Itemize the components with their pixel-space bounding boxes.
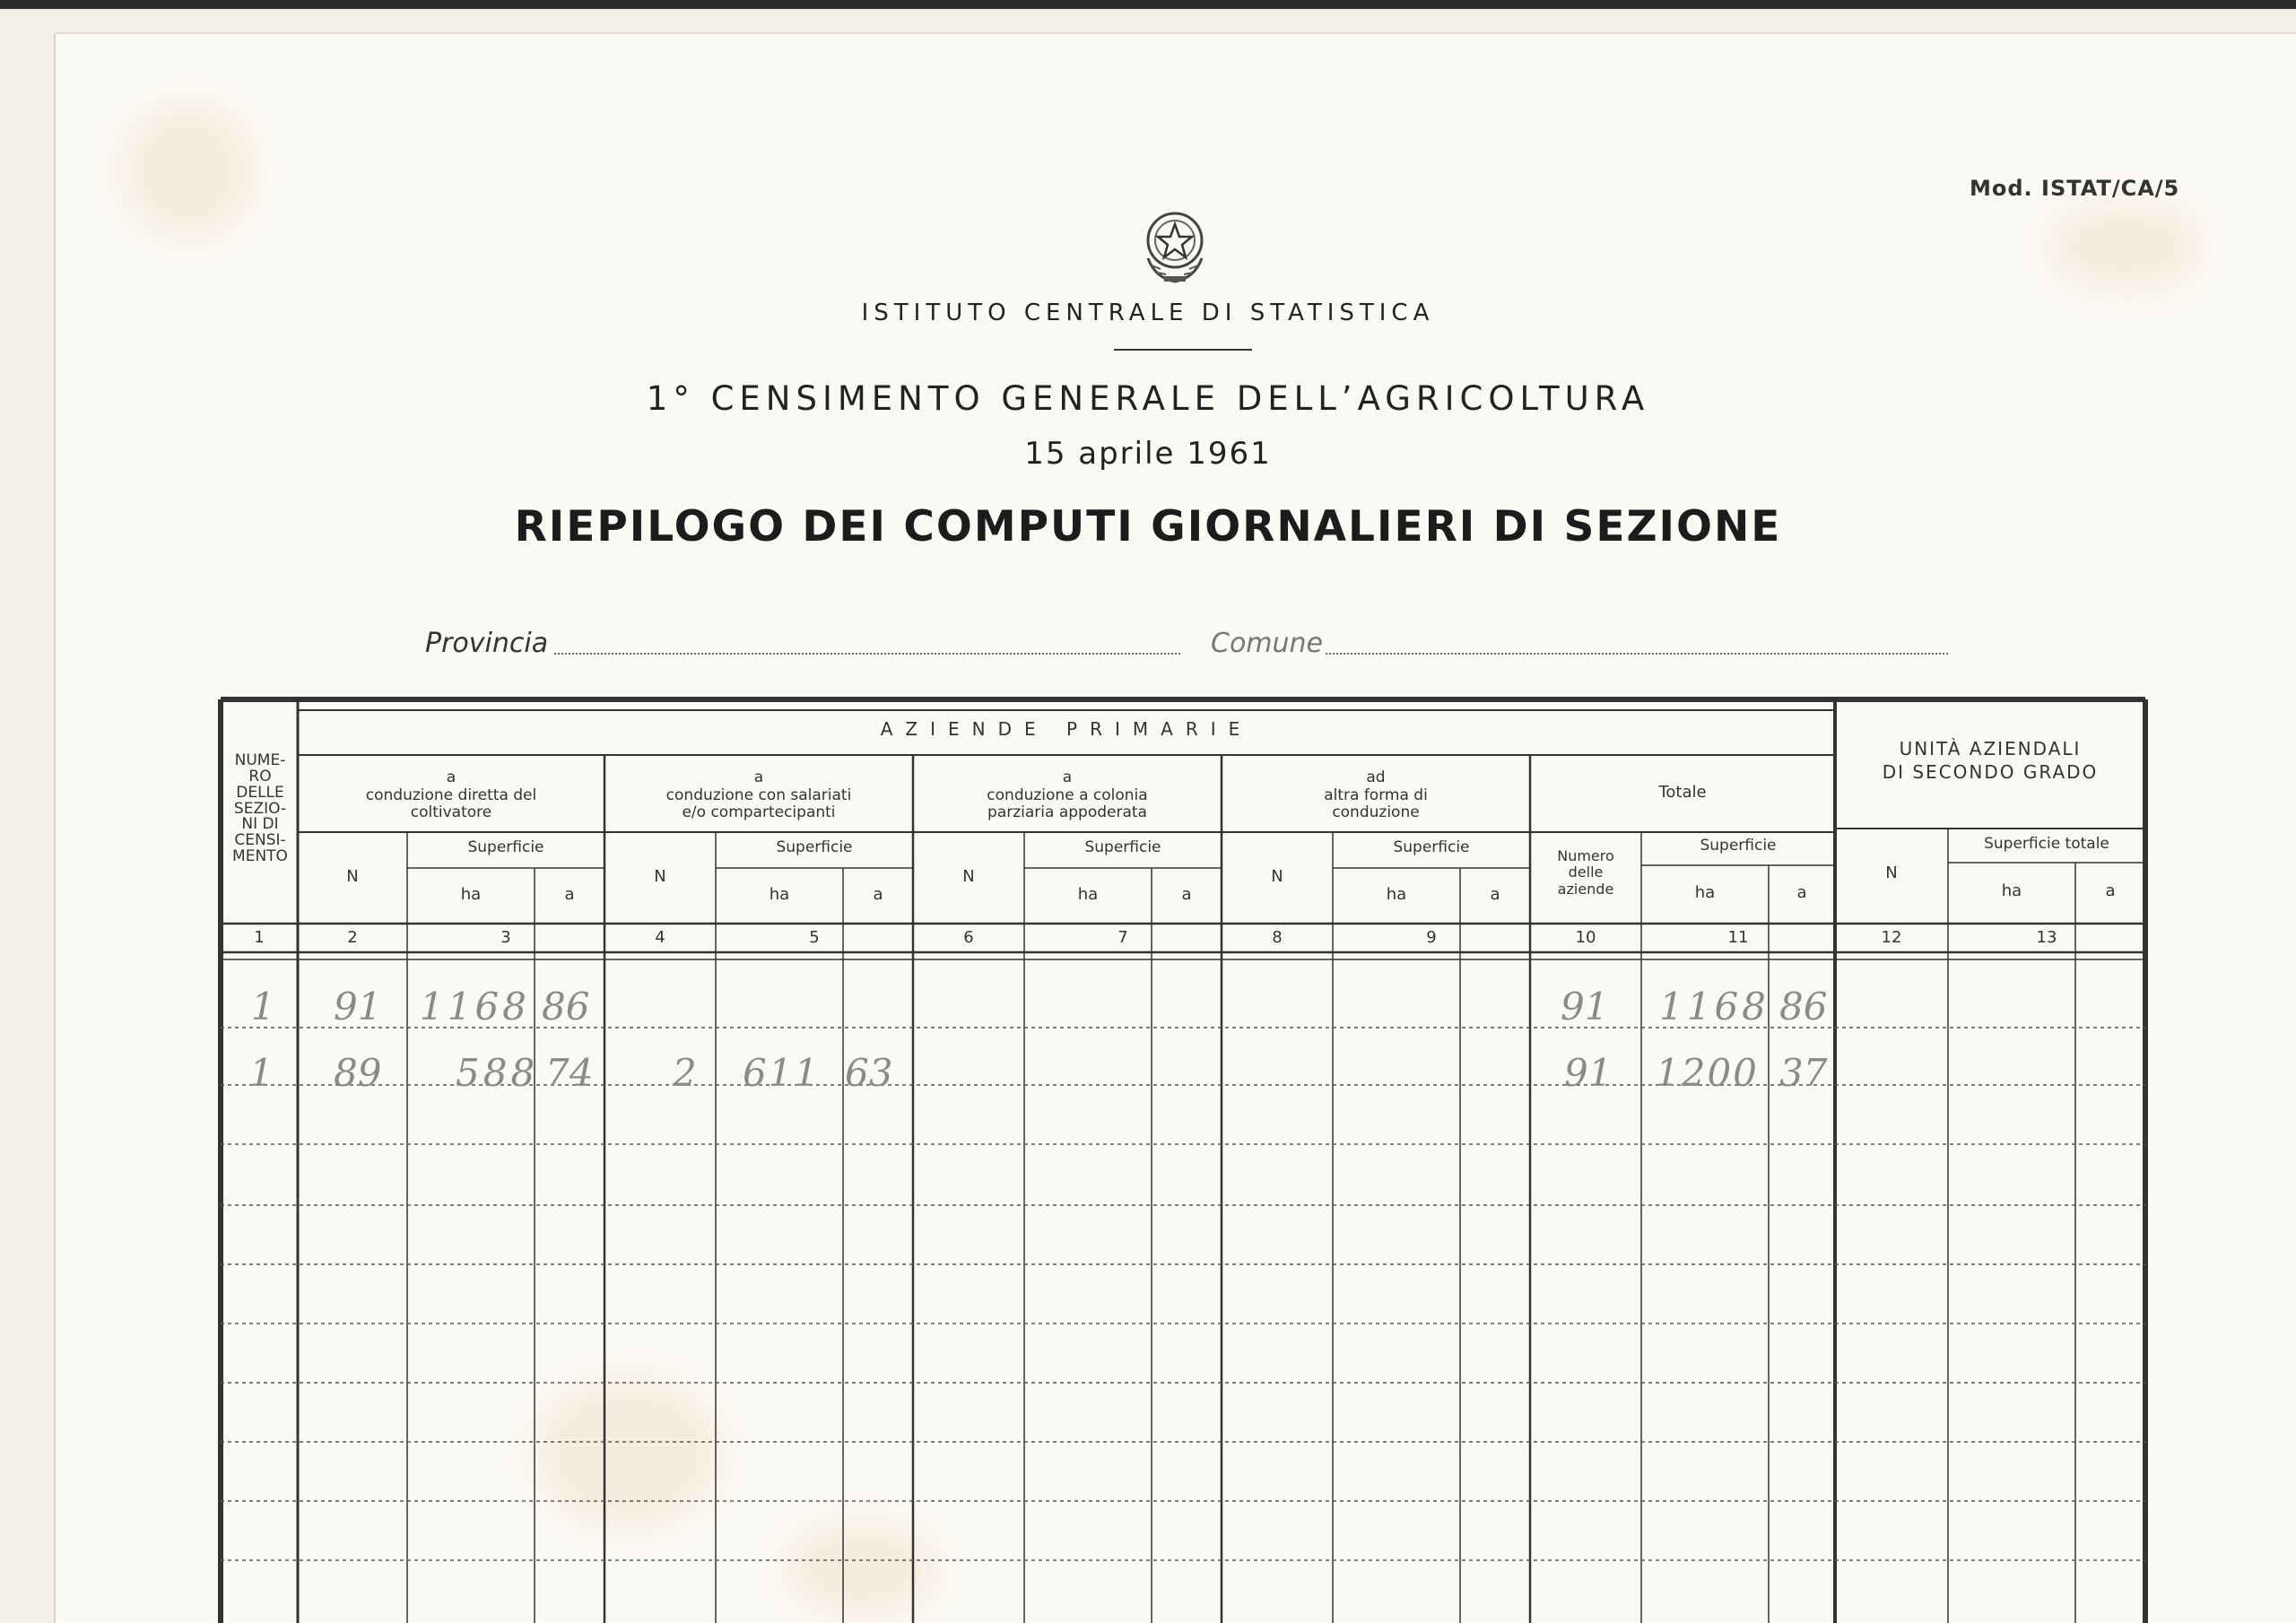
divider: [1114, 349, 1252, 351]
column-number: 12: [1881, 928, 1902, 947]
column-number: 2: [347, 928, 358, 947]
census-date: 15 aprile 1961: [1024, 436, 1272, 472]
cell-tot-a[interactable]: 37: [1779, 1051, 1828, 1095]
column-number: 1: [254, 928, 265, 947]
a-label: a: [2105, 881, 2116, 900]
a-label: a: [1181, 885, 1192, 904]
a-label: a: [1796, 883, 1807, 902]
cell-tot-ha[interactable]: 1200: [1656, 1051, 1759, 1095]
model-code: Mod. ISTAT/CA/5: [1970, 176, 2180, 201]
cell-tot-a[interactable]: 86: [1779, 985, 1828, 1028]
group-secondo-grado-line2: DI SECONDO GRADO: [1882, 761, 2099, 783]
paper-stain: [538, 1381, 718, 1524]
ha-label: ha: [769, 885, 790, 904]
comune-field[interactable]: [1326, 653, 1948, 655]
ha-label: ha: [460, 885, 482, 904]
census-title: 1° CENSIMENTO GENERALE DELL’AGRICOLTURA: [646, 379, 1650, 418]
cell-c1-a[interactable]: 86: [542, 985, 590, 1028]
group-secondo-grado-line1: UNITÀ AZIENDALI: [1899, 738, 2082, 759]
category-conduzione-salariati: a conduzione con salariati e/o compartecipanti: [665, 768, 852, 822]
ha-label: ha: [1077, 885, 1099, 904]
paper-stain: [126, 108, 251, 233]
sezione-cell[interactable]: 1: [249, 1051, 274, 1095]
superficie-label: Superficie: [1393, 838, 1470, 856]
category-totale: Totale: [1658, 783, 1707, 802]
cell-c2-n[interactable]: 2: [673, 1051, 697, 1095]
ha-label: ha: [1386, 885, 1407, 904]
cell-c2-a[interactable]: 63: [845, 1051, 893, 1095]
cell-c1-n[interactable]: 91: [334, 985, 382, 1028]
superficie-totale-label: Superficie totale: [1984, 835, 2109, 853]
a-label: a: [1490, 885, 1500, 904]
a-label: a: [873, 885, 883, 904]
superficie-label: Superficie: [776, 838, 853, 856]
column-number: 6: [963, 928, 974, 947]
category-conduzione-diretta: a conduzione diretta del coltivatore: [365, 768, 537, 822]
column-number: 11: [1727, 928, 1749, 947]
cell-tot-n[interactable]: 91: [1564, 1051, 1613, 1095]
group-aziende-primarie: AZIENDE PRIMARIE: [880, 718, 1253, 740]
ha-label: ha: [1694, 883, 1716, 902]
ha-label: ha: [2001, 881, 2022, 900]
paper-stain: [2054, 206, 2197, 287]
superficie-label: Superficie: [467, 838, 544, 856]
cell-c1-ha[interactable]: 1168: [420, 985, 530, 1028]
column-number: 3: [500, 928, 511, 947]
cell-c1-ha[interactable]: 588: [456, 1051, 539, 1095]
provincia-label: Provincia: [425, 628, 549, 659]
republic-emblem-icon: [1137, 204, 1213, 287]
n-label: N: [1885, 864, 1898, 882]
n-label: N: [654, 867, 666, 886]
scan-top-edge: [0, 0, 2296, 9]
a-label: a: [564, 885, 575, 904]
column-number: 8: [1272, 928, 1283, 947]
n-label: N: [962, 867, 975, 886]
n-label: N: [1271, 867, 1283, 886]
cell-tot-n[interactable]: 91: [1561, 985, 1609, 1028]
column-number: 13: [2036, 928, 2057, 947]
sezioni-header: NUME- RO DELLE SEZIO- NI DI CENSI- MENTO: [232, 751, 288, 866]
category-conduzione-colonia: a conduzione a colonia parziaria appoderata: [987, 768, 1148, 822]
cell-c1-n[interactable]: 89: [334, 1051, 382, 1095]
cell-c1-a[interactable]: 74: [545, 1051, 594, 1095]
comune-label: Comune: [1211, 628, 1324, 659]
n-label: N: [346, 867, 359, 886]
category-altra-forma: ad altra forma di conduzione: [1324, 768, 1428, 822]
column-number: 5: [809, 928, 820, 947]
paper-stain: [789, 1524, 933, 1614]
superficie-label: Superficie: [1084, 838, 1161, 856]
cell-tot-ha[interactable]: 1168: [1659, 985, 1770, 1028]
column-number: 9: [1426, 928, 1437, 947]
sezione-cell[interactable]: 1: [251, 985, 275, 1028]
cell-c2-ha[interactable]: 611: [743, 1051, 821, 1095]
column-number: 4: [655, 928, 665, 947]
form-title: RIEPILOGO DEI COMPUTI GIORNALIERI DI SEZIONE: [514, 502, 1782, 551]
column-number: 10: [1575, 928, 1596, 947]
institute-name: ISTITUTO CENTRALE DI STATISTICA: [861, 299, 1435, 326]
column-number: 7: [1118, 928, 1128, 947]
numero-aziende-label: Numero delle aziende: [1557, 847, 1614, 898]
superficie-label: Superficie: [1700, 837, 1777, 855]
provincia-field[interactable]: [554, 653, 1180, 655]
